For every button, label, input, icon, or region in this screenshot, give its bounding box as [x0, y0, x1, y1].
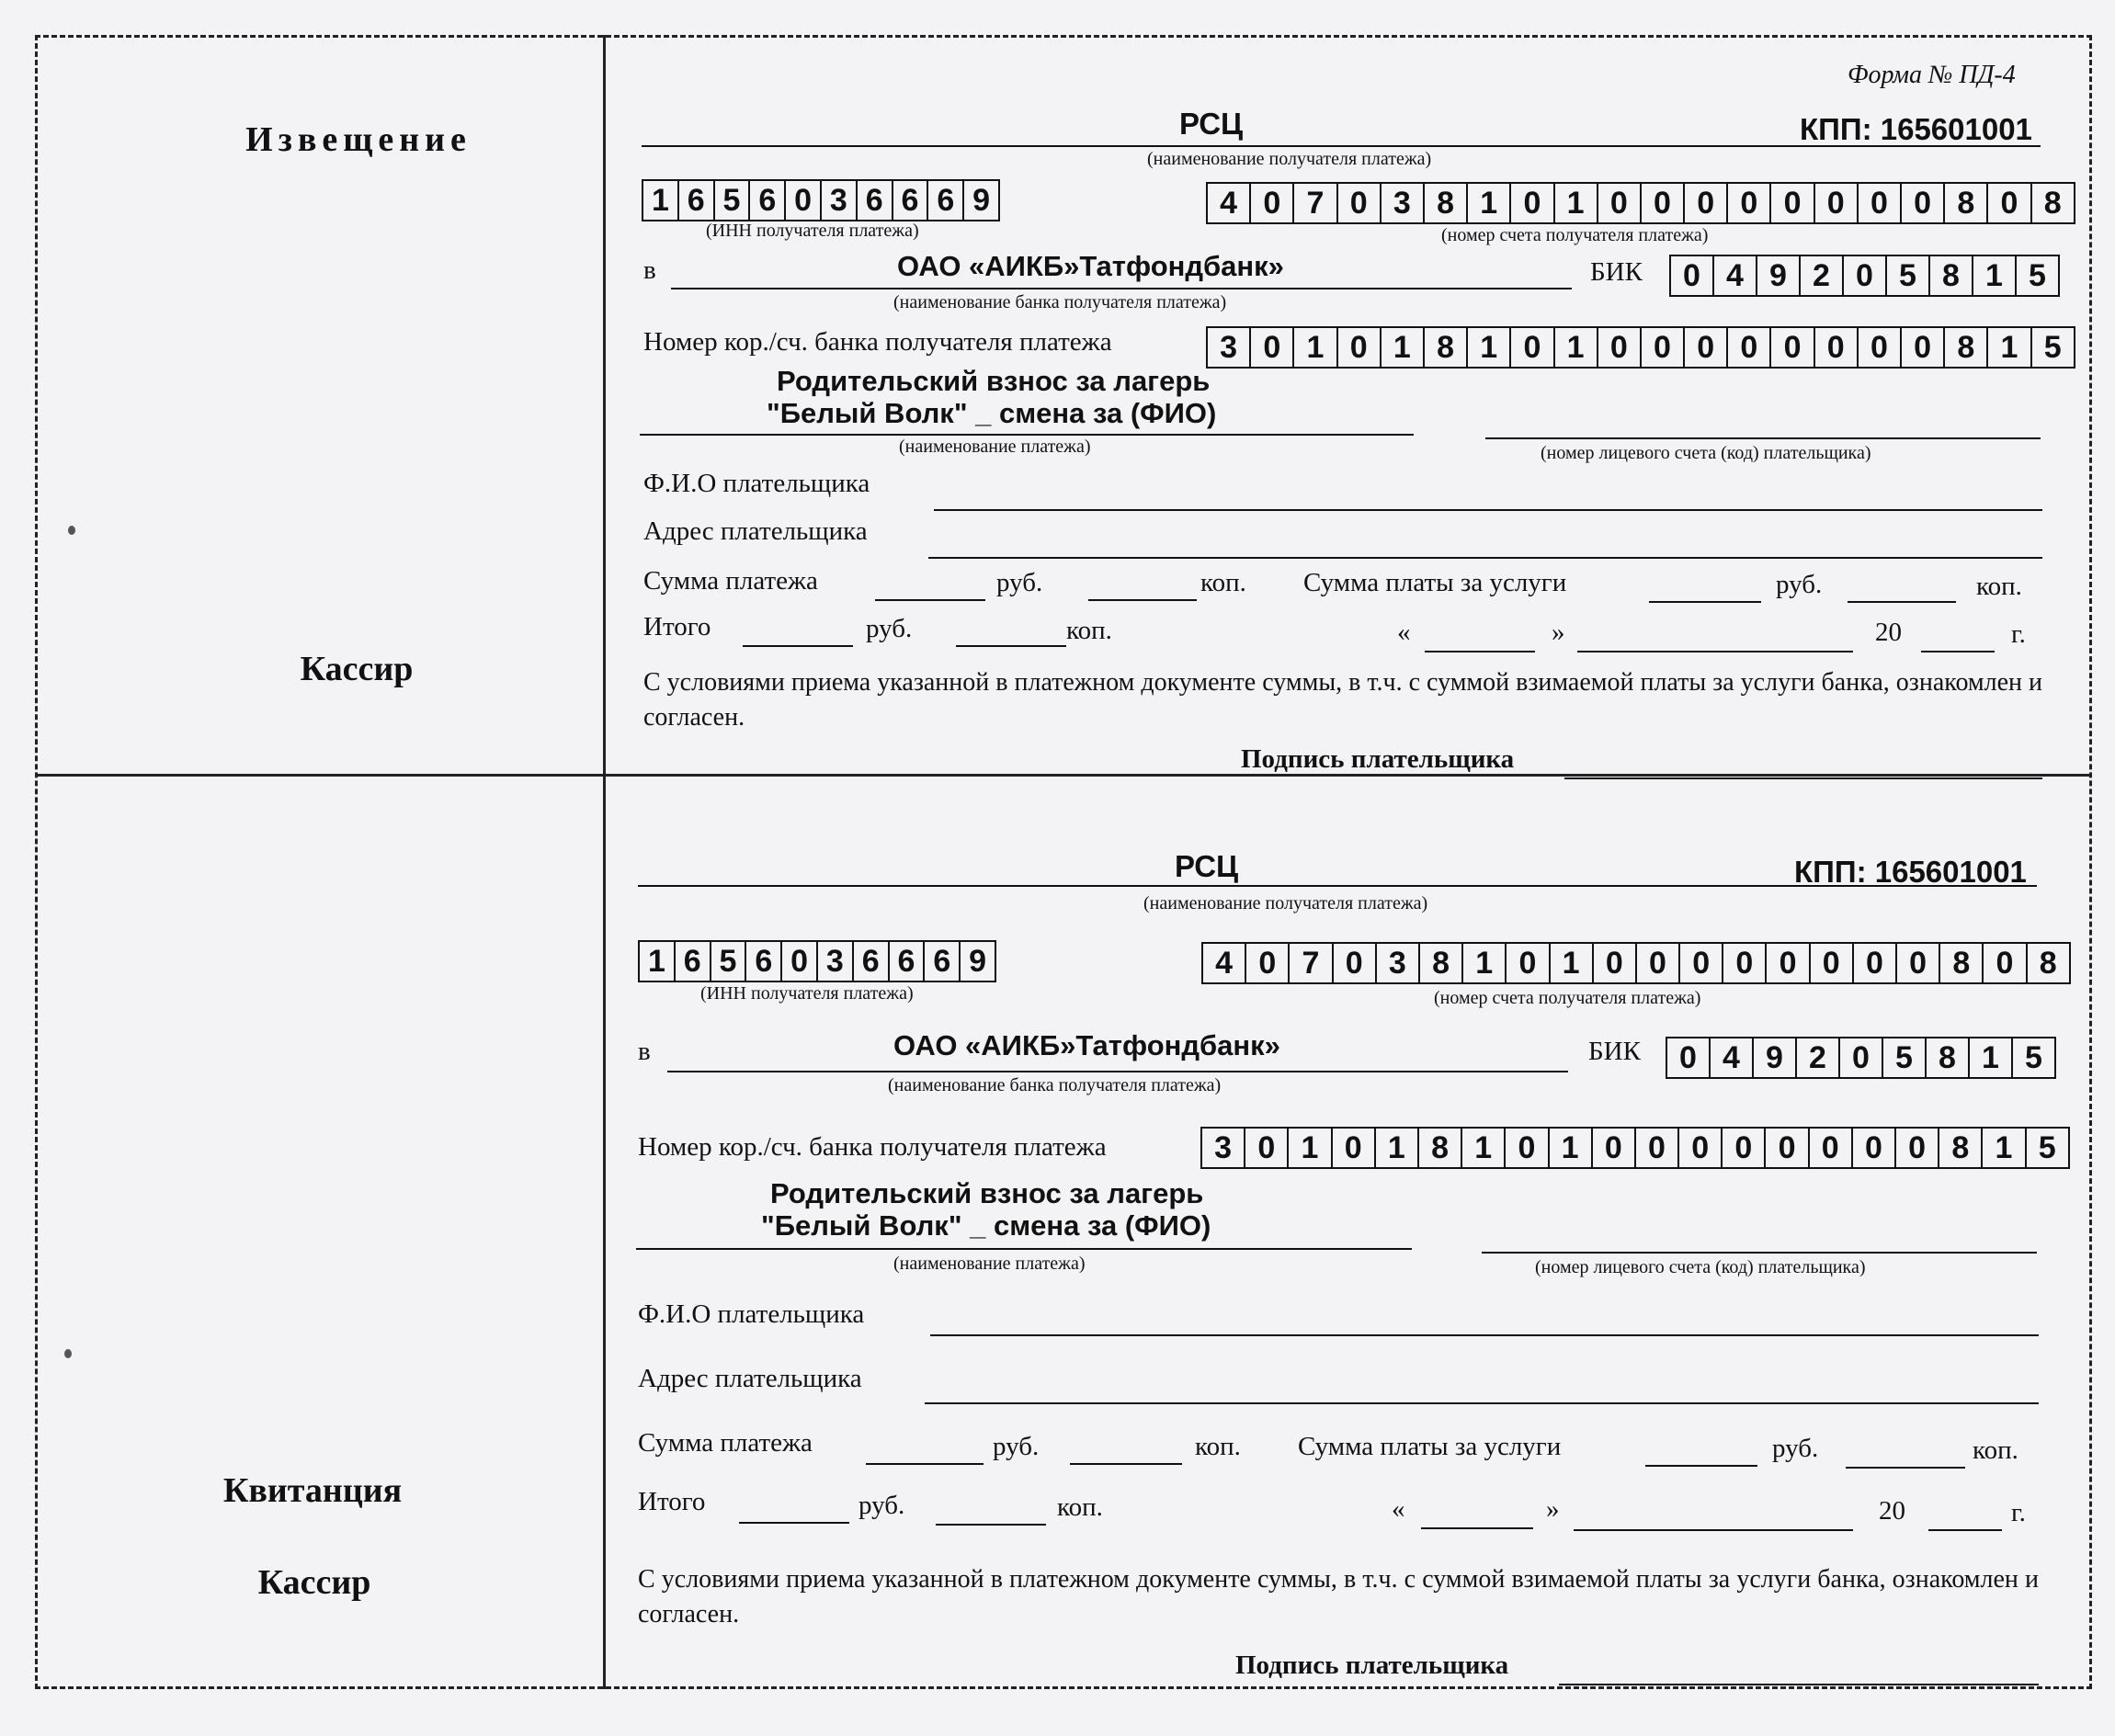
payer-account-line — [1482, 1252, 2037, 1254]
digit-cell: 1 — [1294, 328, 1337, 367]
kpp-label: КПП: 165601001 — [1800, 112, 2032, 146]
digit-cell: 0 — [1334, 944, 1377, 982]
digit-cell: 6 — [676, 942, 711, 981]
digit-cell: 0 — [1728, 328, 1771, 367]
cashier-label-bottom: Кассир — [257, 1563, 371, 1602]
digit-cell: 1 — [1468, 328, 1511, 367]
corr-account-label: Номер кор./сч. банка получателя платежа — [638, 1132, 1107, 1162]
stray-mark — [64, 1349, 72, 1358]
digit-cell: 0 — [1642, 184, 1685, 222]
payment-sum-rub-field[interactable] — [866, 1463, 984, 1465]
payer-address-field[interactable] — [928, 557, 2042, 559]
digit-cell: 5 — [2038, 1130, 2056, 1165]
digit-cell: 0 — [1245, 1129, 1289, 1167]
year-suffix: г. — [2011, 619, 2026, 649]
bank-caption: (наименование банка получателя платежа) — [893, 292, 1227, 312]
digit-cell: 8 — [1419, 1129, 1462, 1167]
digit-cell: 6 — [890, 942, 926, 981]
digit-cell: 4 — [1208, 184, 1251, 222]
kop-label: коп. — [1973, 1435, 2018, 1465]
digit-cell: 0 — [1728, 184, 1771, 222]
digit-cell: 5 — [715, 181, 751, 220]
receipt-label: Квитанция — [222, 1471, 403, 1510]
total-label: Итого — [638, 1487, 706, 1516]
horizontal-divider — [35, 774, 2092, 777]
digit-cell: 8 — [2043, 186, 2062, 221]
inn-caption: (ИНН получателя платежа) — [706, 221, 919, 241]
terms-text: С условиями приема указанной в платежном документе суммы, в т.ч. с суммой взимаемой платы за услуги банка, ознакомлен и согласен. — [638, 1565, 2039, 1628]
recipient-name: РСЦ — [1179, 107, 1244, 141]
digit-cell: 2 — [1797, 1038, 1840, 1077]
digit-cell: 7 — [1290, 944, 1333, 982]
total-label: Итого — [643, 612, 711, 641]
date-day-field[interactable] — [1421, 1527, 1533, 1529]
payment-sum-label: Сумма платежа — [638, 1428, 813, 1458]
rub-label: руб. — [866, 614, 913, 643]
kop-label: коп. — [1195, 1432, 1241, 1461]
digit-cell: 8 — [1945, 328, 1988, 367]
quote-close: » — [1552, 618, 1565, 647]
bank-caption: (наименование банка получателя платежа) — [888, 1075, 1222, 1095]
digit-cell: 0 — [1685, 328, 1728, 367]
digit-cell: 0 — [1811, 944, 1854, 982]
digit-cell: 1 — [643, 181, 679, 220]
digit-cell: 0 — [1840, 1038, 1883, 1077]
digit-cell: 8 — [1425, 328, 1468, 367]
digit-cell: 1 — [1555, 328, 1598, 367]
payment-purpose-line1: Родительский взнос за лагерь — [777, 365, 1211, 397]
payer-account-caption: (номер лицевого счета (код) плательщика) — [1535, 1257, 1866, 1277]
rub-label: руб. — [993, 1432, 1040, 1461]
digit-cell: 7 — [1294, 184, 1337, 222]
bank-name: ОАО «АИКБ»Татфондбанк» — [893, 1029, 1280, 1061]
digit-cell: 0 — [1766, 1129, 1809, 1167]
kop-label: коп. — [1057, 1492, 1103, 1522]
digit-cell: 0 — [1506, 1129, 1549, 1167]
digit-cell: 0 — [1511, 328, 1554, 367]
payer-account-caption: (номер лицевого счета (код) плательщика) — [1541, 443, 1871, 463]
digit-cell: 0 — [1636, 1129, 1679, 1167]
in-label: в — [638, 1037, 651, 1066]
digit-cell: 0 — [1815, 328, 1859, 367]
digit-cell: 0 — [1594, 944, 1637, 982]
digit-cell: 2 — [1801, 256, 1844, 295]
digit-cell: 1 — [1551, 944, 1594, 982]
corr-account-boxes — [1200, 1127, 2070, 1169]
digit-cell: 9 — [969, 944, 987, 979]
digit-cell: 3 — [818, 942, 854, 981]
digit-cell: 6 — [746, 942, 782, 981]
digit-cell: 3 — [822, 181, 858, 220]
quote-open: « — [1392, 1494, 1405, 1524]
digit-cell: 0 — [1853, 1129, 1896, 1167]
digit-cell: 5 — [2025, 1040, 2042, 1075]
digit-cell: 5 — [1887, 256, 1930, 295]
kop-label: коп. — [1200, 568, 1246, 597]
rub-label: руб. — [859, 1491, 905, 1520]
digit-cell: 0 — [1988, 184, 2031, 222]
in-label: в — [643, 255, 656, 285]
digit-cell: 1 — [1468, 184, 1511, 222]
notice-label: Извещение — [245, 120, 472, 159]
form-number: Форма № ПД-4 — [1848, 61, 2016, 89]
bik-boxes — [1669, 255, 2060, 297]
date-day-field[interactable] — [1425, 651, 1535, 652]
payer-fio-field[interactable] — [930, 1334, 2039, 1336]
digit-cell: 0 — [1338, 328, 1382, 367]
date-month-field[interactable] — [1574, 1529, 1853, 1531]
payment-purpose-line1: Родительский взнос за лагерь — [770, 1177, 1204, 1209]
digit-cell: 0 — [1671, 256, 1714, 295]
digit-cell: 1 — [1970, 1038, 2013, 1077]
service-sum-kop-field[interactable] — [1848, 601, 1956, 603]
digit-cell: 0 — [1338, 184, 1382, 222]
payer-fio-label: Ф.И.О плательщика — [643, 469, 870, 498]
digit-cell: 9 — [1757, 256, 1801, 295]
digit-cell: 0 — [1771, 328, 1814, 367]
date-month-field[interactable] — [1577, 651, 1853, 652]
digit-cell: 0 — [1810, 1129, 1853, 1167]
bank-name: ОАО «АИКБ»Татфондбанк» — [897, 250, 1284, 282]
signature-label: Подпись плательщика — [1235, 1651, 1509, 1680]
signature-label: Подпись плательщика — [1241, 744, 1515, 774]
digit-cell: 0 — [786, 181, 822, 220]
payer-address-label: Адрес плательщика — [638, 1364, 862, 1393]
bik-label: БИК — [1590, 257, 1643, 287]
digit-cell: 0 — [1685, 184, 1728, 222]
payer-fio-label: Ф.И.О плательщика — [638, 1299, 865, 1329]
quote-close: » — [1546, 1494, 1560, 1524]
account-caption: (номер счета получателя платежа) — [1434, 988, 1701, 1008]
digit-cell: 4 — [1714, 256, 1757, 295]
digit-cell: 0 — [1507, 944, 1550, 982]
corr-account-label: Номер кор./сч. банка получателя платежа — [643, 327, 1112, 357]
account-boxes — [1201, 942, 2071, 984]
bik-label: БИК — [1588, 1037, 1641, 1066]
digit-cell: 5 — [2029, 258, 2046, 293]
digit-cell: 6 — [858, 181, 893, 220]
corr-account-boxes — [1206, 326, 2075, 369]
digit-cell: 5 — [2043, 330, 2062, 365]
digit-cell: 0 — [1637, 944, 1680, 982]
digit-cell: 8 — [1425, 184, 1468, 222]
digit-cell: 0 — [1984, 944, 2027, 982]
digit-cell: 0 — [1667, 1038, 1711, 1077]
year-prefix: 20 — [1879, 1496, 1905, 1526]
digit-cell: 0 — [1593, 1129, 1636, 1167]
digit-cell: 6 — [928, 181, 964, 220]
digit-cell: 9 — [1754, 1038, 1797, 1077]
payment-sum-label: Сумма платежа — [643, 566, 818, 596]
signature-field[interactable] — [1564, 777, 2042, 779]
recipient-name: РСЦ — [1175, 849, 1239, 883]
digit-cell: 0 — [1680, 944, 1723, 982]
digit-cell: 6 — [925, 942, 961, 981]
digit-cell: 6 — [893, 181, 929, 220]
inn-boxes — [642, 179, 1000, 221]
stray-mark — [68, 526, 75, 535]
rub-label: руб. — [996, 568, 1043, 597]
payment-sum-kop-field[interactable] — [1070, 1463, 1182, 1465]
digit-cell: 0 — [1859, 328, 1902, 367]
digit-cell: 0 — [1902, 184, 1945, 222]
digit-cell: 9 — [972, 183, 991, 218]
digit-cell: 8 — [1940, 944, 1984, 982]
digit-cell: 0 — [1723, 944, 1767, 982]
digit-cell: 0 — [1333, 1129, 1376, 1167]
digit-cell: 1 — [1289, 1129, 1332, 1167]
digit-cell: 0 — [1815, 184, 1859, 222]
digit-cell: 8 — [1930, 256, 1973, 295]
total-rub-field[interactable] — [739, 1522, 849, 1524]
inn-boxes — [638, 940, 996, 982]
digit-cell: 0 — [1854, 944, 1897, 982]
date-year-field[interactable] — [1928, 1529, 2002, 1531]
digit-cell: 4 — [1203, 944, 1246, 982]
rub-label: руб. — [1772, 1434, 1819, 1463]
digit-cell: 0 — [1896, 1129, 1939, 1167]
kpp-label: КПП: 165601001 — [1794, 855, 2027, 889]
digit-cell: 0 — [1511, 184, 1554, 222]
digit-cell: 0 — [1897, 944, 1940, 982]
digit-cell: 0 — [1251, 184, 1294, 222]
digit-cell: 1 — [1983, 1129, 2026, 1167]
payer-address-field[interactable] — [925, 1402, 2039, 1404]
digit-cell: 6 — [854, 942, 890, 981]
bik-boxes — [1666, 1037, 2056, 1079]
total-kop-field[interactable] — [956, 645, 1066, 647]
payment-sum-rub-field[interactable] — [875, 599, 985, 601]
recipient-name-caption: (наименование получателя платежа) — [1143, 893, 1428, 913]
digit-cell: 4 — [1711, 1038, 1754, 1077]
digit-cell: 8 — [1945, 184, 1988, 222]
kop-label: коп. — [1976, 572, 2022, 601]
payment-purpose-line — [640, 434, 1414, 436]
digit-cell: 3 — [1202, 1129, 1245, 1167]
digit-cell: 8 — [1927, 1038, 1970, 1077]
kop-label: коп. — [1066, 616, 1112, 645]
digit-cell: 0 — [1844, 256, 1887, 295]
inn-caption: (ИНН получателя платежа) — [700, 983, 914, 1004]
date-year-field[interactable] — [1921, 651, 1995, 652]
digit-cell: 6 — [750, 181, 786, 220]
account-caption: (номер счета получателя платежа) — [1441, 225, 1709, 245]
digit-cell: 0 — [1598, 184, 1642, 222]
digit-cell: 1 — [640, 942, 676, 981]
digit-cell: 3 — [1208, 328, 1251, 367]
digit-cell: 5 — [1883, 1038, 1927, 1077]
year-prefix: 20 — [1875, 618, 1902, 647]
digit-cell: 3 — [1382, 184, 1425, 222]
digit-cell: 1 — [1382, 328, 1425, 367]
payment-purpose-caption: (наименование платежа) — [899, 437, 1091, 457]
rub-label: руб. — [1776, 570, 1823, 599]
digit-cell: 0 — [1642, 328, 1685, 367]
digit-cell: 1 — [1462, 1129, 1506, 1167]
year-suffix: г. — [2011, 1498, 2026, 1527]
digit-cell: 0 — [1767, 944, 1810, 982]
payer-account-line — [1485, 437, 2041, 439]
digit-cell: 1 — [1988, 328, 2031, 367]
payment-purpose-line — [636, 1248, 1412, 1250]
service-sum-rub-field[interactable] — [1649, 601, 1761, 603]
digit-cell: 3 — [1377, 944, 1420, 982]
recipient-name-line — [642, 145, 2041, 147]
total-kop-field[interactable] — [936, 1524, 1046, 1526]
service-sum-label: Сумма платы за услуги — [1303, 568, 1567, 597]
digit-cell: 5 — [711, 942, 747, 981]
service-sum-rub-field[interactable] — [1645, 1465, 1757, 1467]
recipient-name-line — [638, 885, 2037, 887]
payer-fio-field[interactable] — [934, 509, 2042, 511]
signature-field[interactable] — [1559, 1684, 2039, 1685]
digit-cell: 0 — [1902, 328, 1945, 367]
digit-cell: 0 — [1246, 944, 1290, 982]
digit-cell: 8 — [1939, 1129, 1983, 1167]
payment-purpose-line2: "Белый Волк" _ смена за (ФИО) — [761, 1209, 1211, 1242]
quote-open: « — [1397, 618, 1411, 647]
digit-cell: 0 — [1598, 328, 1642, 367]
bank-name-line — [667, 1071, 1568, 1072]
payment-purpose-caption: (наименование платежа) — [893, 1254, 1086, 1274]
recipient-name-caption: (наименование получателя платежа) — [1147, 149, 1432, 169]
total-rub-field[interactable] — [743, 645, 853, 647]
account-boxes — [1206, 182, 2075, 224]
service-sum-label: Сумма платы за услуги — [1298, 1432, 1562, 1461]
payment-sum-kop-field[interactable] — [1088, 599, 1197, 601]
terms-text: С условиями приема указанной в платежном документе суммы, в т.ч. с суммой взимаемой платы за услуги банка, ознакомлен и согласен. — [643, 668, 2043, 732]
bank-name-line — [671, 288, 1572, 289]
digit-cell: 0 — [1771, 184, 1814, 222]
digit-cell: 1 — [1973, 256, 2017, 295]
digit-cell: 1 — [1555, 184, 1598, 222]
digit-cell: 1 — [1550, 1129, 1593, 1167]
digit-cell: 0 — [782, 942, 818, 981]
digit-cell: 1 — [1463, 944, 1507, 982]
vertical-divider — [603, 35, 606, 1689]
payment-purpose-line2: "Белый Волк" _ смена за (ФИО) — [767, 397, 1217, 429]
digit-cell: 1 — [1376, 1129, 1419, 1167]
digit-cell: 0 — [1679, 1129, 1723, 1167]
service-sum-kop-field[interactable] — [1846, 1467, 1965, 1469]
cashier-label-top: Кассир — [300, 650, 414, 688]
digit-cell: 8 — [2039, 946, 2057, 981]
digit-cell: 6 — [679, 181, 715, 220]
digit-cell: 0 — [1723, 1129, 1766, 1167]
digit-cell: 0 — [1859, 184, 1902, 222]
payer-address-label: Адрес плательщика — [643, 516, 868, 546]
digit-cell: 8 — [1420, 944, 1463, 982]
digit-cell: 0 — [1251, 328, 1294, 367]
